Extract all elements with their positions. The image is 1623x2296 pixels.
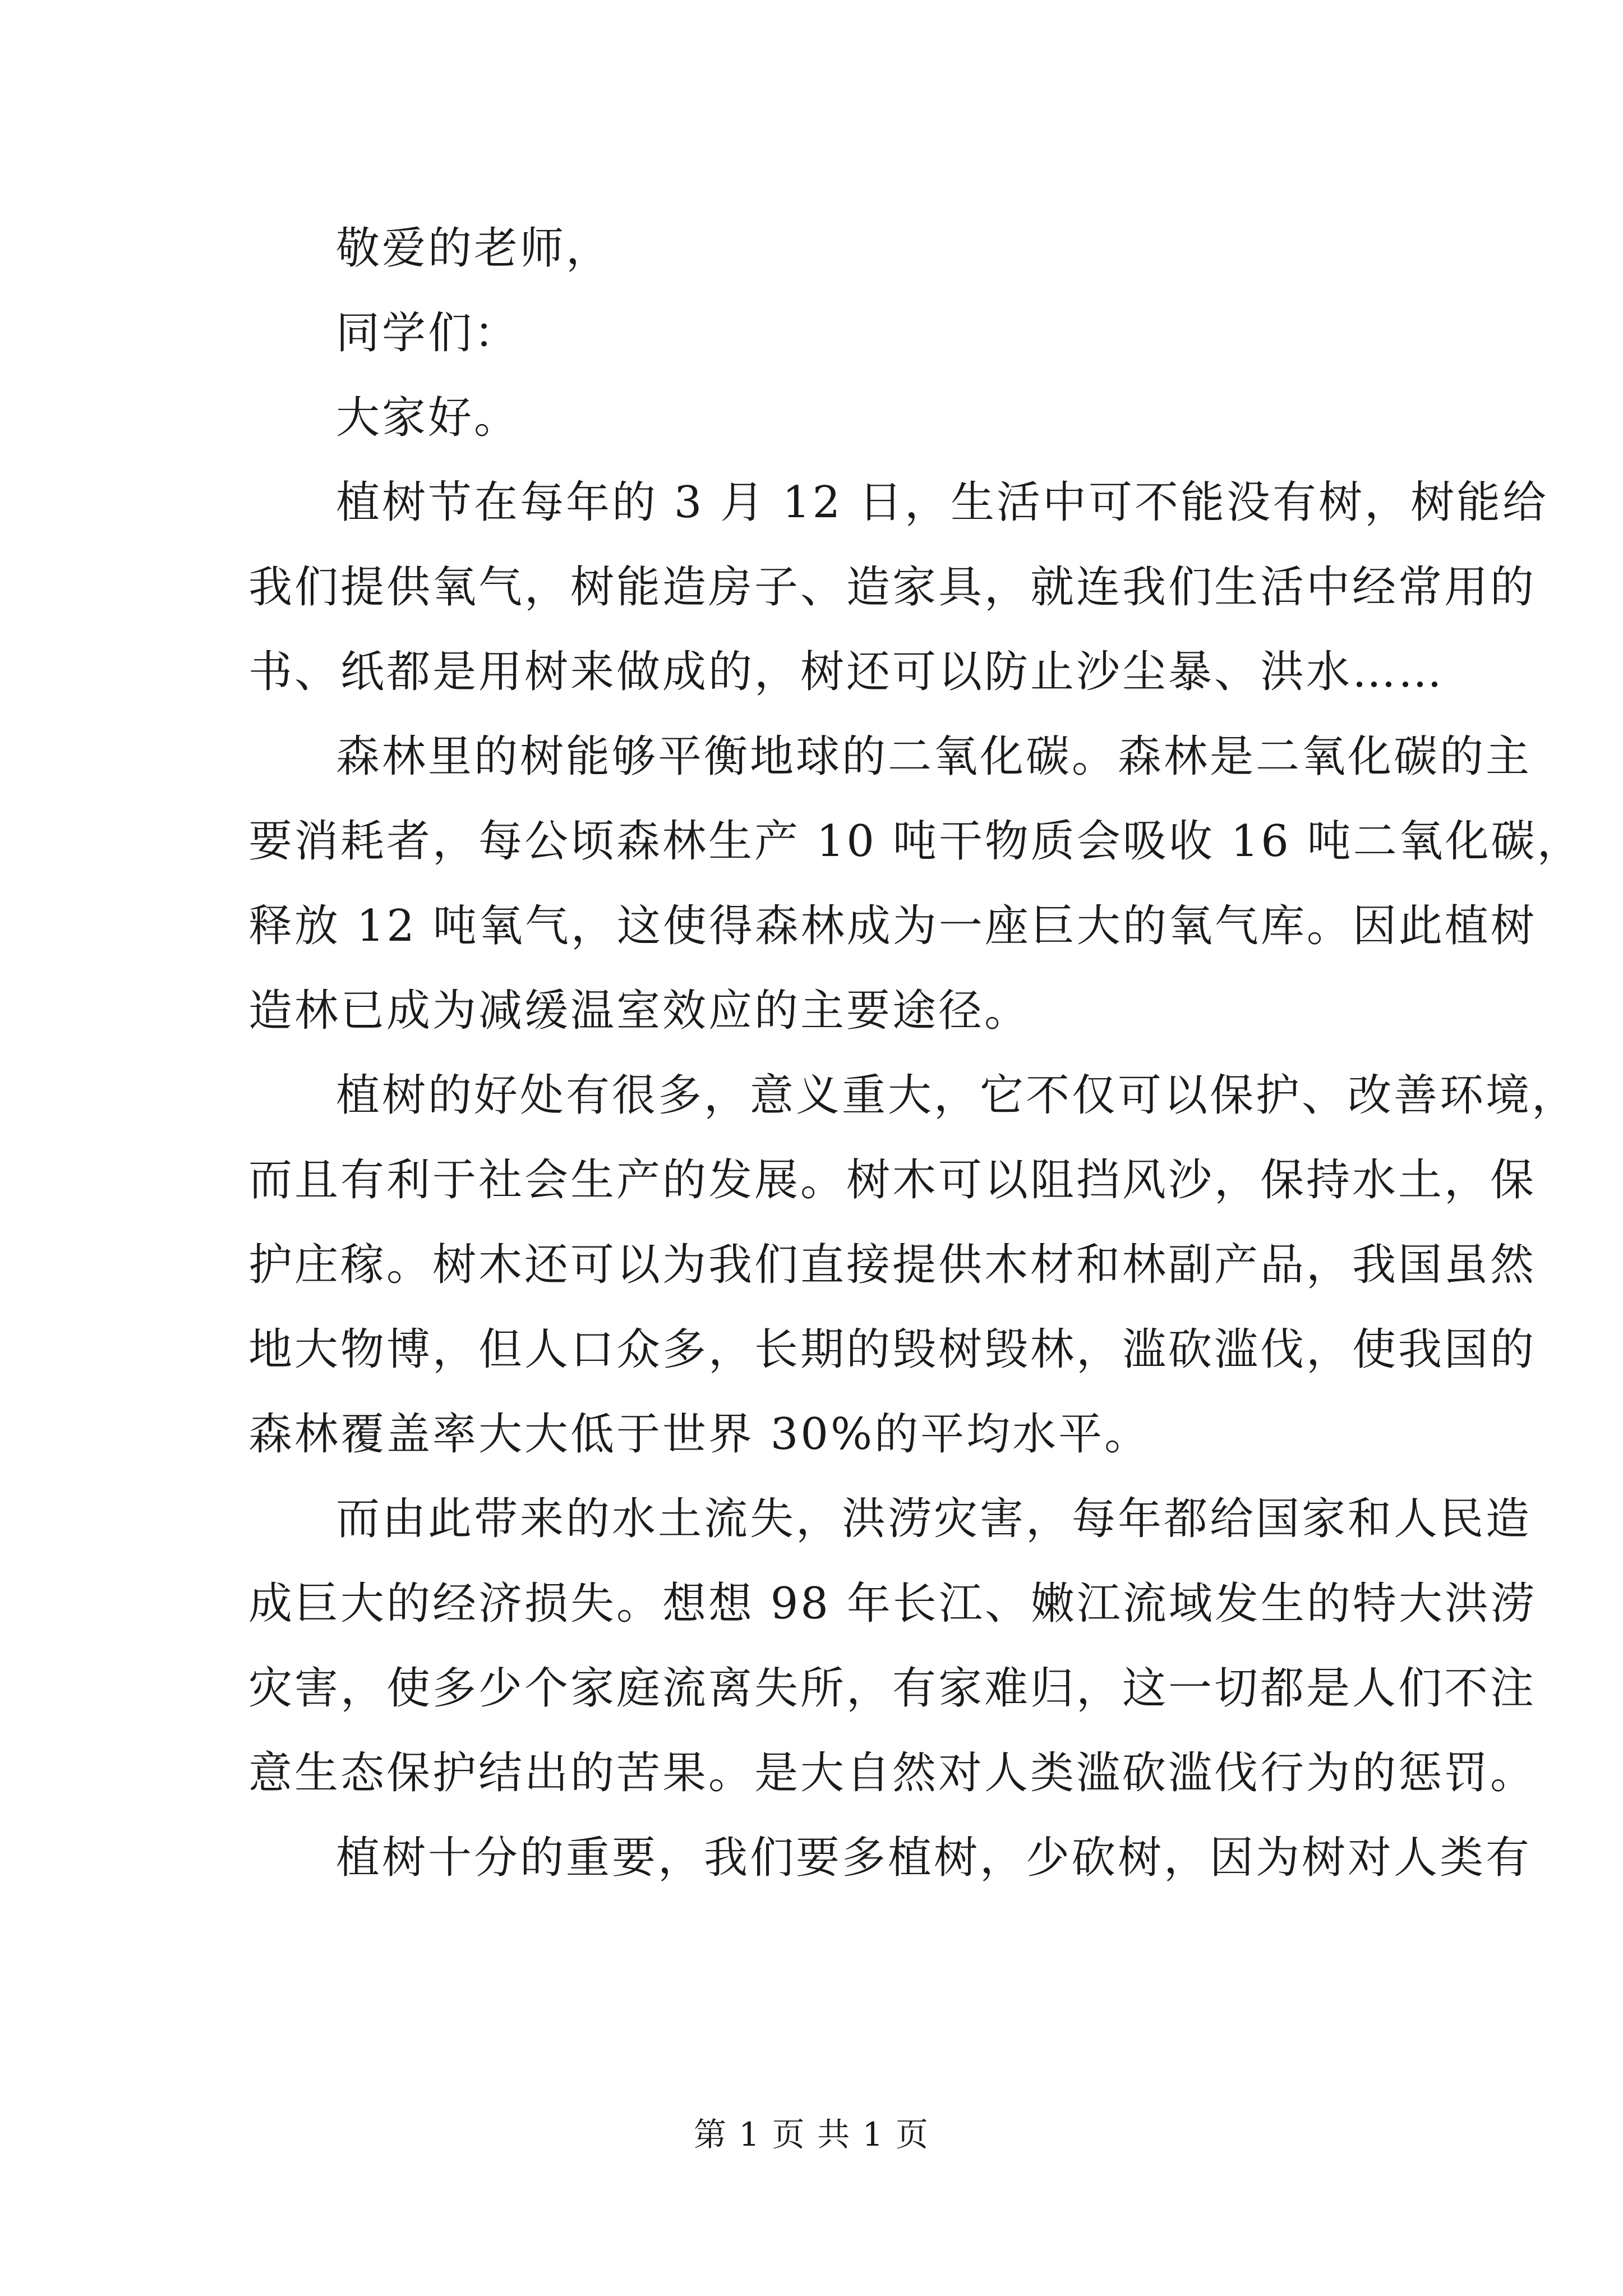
paragraph-line: 灾害，使多少个家庭流离失所，有家难归，这一切都是人们不注 bbox=[248, 1663, 1537, 1714]
paragraph-line: 植树的好处有很多，意义重大，它不仅可以保护、改善环境， bbox=[336, 1070, 1578, 1121]
paragraph-line: 释放 12 吨氧气，这使得森林成为一座巨大的氧气库。因此植树 bbox=[248, 901, 1537, 951]
salutation-line: 同学们： bbox=[336, 308, 520, 358]
paragraph-line: 书、纸都是用树来做成的，树还可以防止沙尘暴、洪水…… bbox=[248, 647, 1445, 697]
paragraph-line: 植树节在每年的 3 月 12 日，生活中可不能没有树，树能给 bbox=[336, 477, 1549, 528]
salutation-line: 敬爱的老师， bbox=[336, 223, 612, 274]
paragraph-line: 地大物博，但人口众多，长期的毁树毁林，滥砍滥伐，使我国的 bbox=[248, 1324, 1537, 1375]
paragraph-line: 要消耗者，每公顷森林生产 10 吨干物质会吸收 16 吨二氧化碳， bbox=[248, 816, 1583, 867]
paragraph-line: 植树十分的重要，我们要多植树，少砍树，因为树对人类有 bbox=[336, 1833, 1532, 1883]
paragraph-line: 而由此带来的水土流失，洪涝灾害，每年都给国家和人民造 bbox=[336, 1494, 1532, 1544]
document-body bbox=[248, 206, 1583, 1901]
page-footer: 第 1 页 共 1 页 bbox=[694, 2115, 929, 2154]
paragraph-line: 森林里的树能够平衡地球的二氧化碳。森林是二氧化碳的主 bbox=[336, 731, 1532, 782]
paragraph-line: 护庄稼。树木还可以为我们直接提供木材和林副产品，我国虽然 bbox=[248, 1240, 1537, 1290]
greeting-line: 大家好。 bbox=[336, 393, 520, 443]
paragraph-line: 意生态保护结出的苦果。是大自然对人类滥砍滥伐行为的惩罚。 bbox=[248, 1748, 1537, 1798]
paragraph-line: 成巨大的经济损失。想想 98 年长江、嫩江流域发生的特大洪涝 bbox=[248, 1579, 1537, 1629]
paragraph-line: 森林覆盖率大大低于世界 30%的平均水平。 bbox=[248, 1409, 1151, 1460]
paragraph-line: 造林已成为减缓温室效应的主要途径。 bbox=[248, 986, 1031, 1036]
paragraph-line: 而且有利于社会生产的发展。树木可以阻挡风沙，保持水土，保 bbox=[248, 1155, 1537, 1205]
paragraph-line: 我们提供氧气，树能造房子、造家具，就连我们生活中经常用的 bbox=[248, 562, 1537, 613]
